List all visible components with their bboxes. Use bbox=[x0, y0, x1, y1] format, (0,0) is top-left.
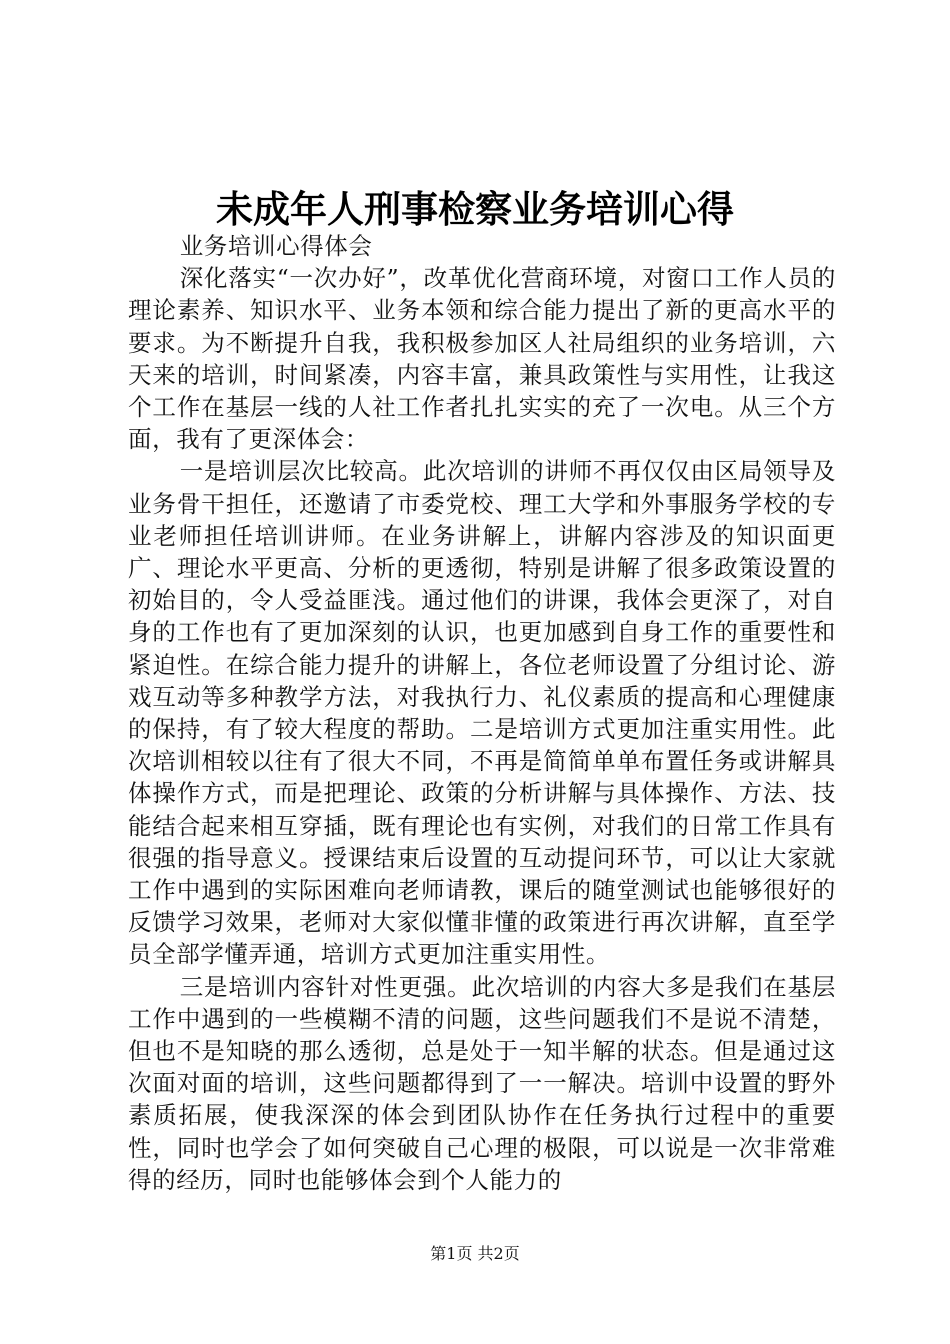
body-paragraph-1: 深化落实“一次办好”，改革优化营商环境，对窗口工作人员的理论素养、知识水平、业务本领和综合能力提出了新的更高水平的要求。为不断提升自我，我积极参加区人社局组织的业务培训，六天来的培训，时间紧凑，内容丰富，兼具政策性与实用性，让我这个工作在基层一线的人社工作者扎扎实实的充了一次电。从三个方面，我有了更深体会： bbox=[128, 264, 836, 454]
document-body bbox=[128, 230, 836, 1196]
body-paragraph-2: 一是培训层次比较高。此次培训的讲师不再仅仅由区局领导及业务骨干担任，还邀请了市委党校、理工大学和外事服务学校的专业老师担任培训讲师。在业务讲解上，讲解内容涉及的知识面更广、理论水平更高、分析的更透彻，特别是讲解了很多政策设置的初始目的，令人受益匪浅。通过他们的讲课，我体会更深了，对自身的工作也有了更加深刻的认识，也更加感到自身工作的重要性和紧迫性。在综合能力提升的讲解上，各位老师设置了分组讨论、游戏互动等多种教学方法，对我执行力、礼仪素质的提高和心理健康的保持，有了较大程度的帮助。二是培训方式更加注重实用性。此次培训相较以往有了很大不同，不再是简简单单布置任务或讲解具体操作方式，而是把理论、政策的分析讲解与具体操作、方法、技能结合起来相互穿插，既有理论也有实例，对我们的日常工作具有很强的指导意义。授课结束后设置的互动提问环节，可以让大家就工作中遇到的实际困难向老师请教，课后的随堂测试也能够很好的反馈学习效果，老师对大家似懂非懂的政策进行再次讲解，直至学员全部学懂弄通，培训方式更加注重实用性。 bbox=[128, 457, 836, 969]
document-title: 未成年人刑事检察业务培训心得 bbox=[216, 187, 734, 231]
page-number-footer: 第1页 共2页 bbox=[430, 1244, 520, 1263]
body-paragraph-3: 三是培训内容针对性更强。此次培训的内容大多是我们在基层工作中遇到的一些模糊不清的问题，这些问题我们不是说不清楚，但也不是知晓的那么透彻，总是处于一知半解的状态。但是通过这次面对面的培训，这些问题都得到了一一解决。培训中设置的野外素质拓展，使我深深的体会到团队协作在任务执行过程中的重要性，同时也学会了如何突破自己心理的极限，可以说是一次非常难得的经历，同时也能够体会到个人能力的 bbox=[128, 972, 836, 1194]
document-subheading: 业务培训心得体会 bbox=[179, 232, 373, 260]
